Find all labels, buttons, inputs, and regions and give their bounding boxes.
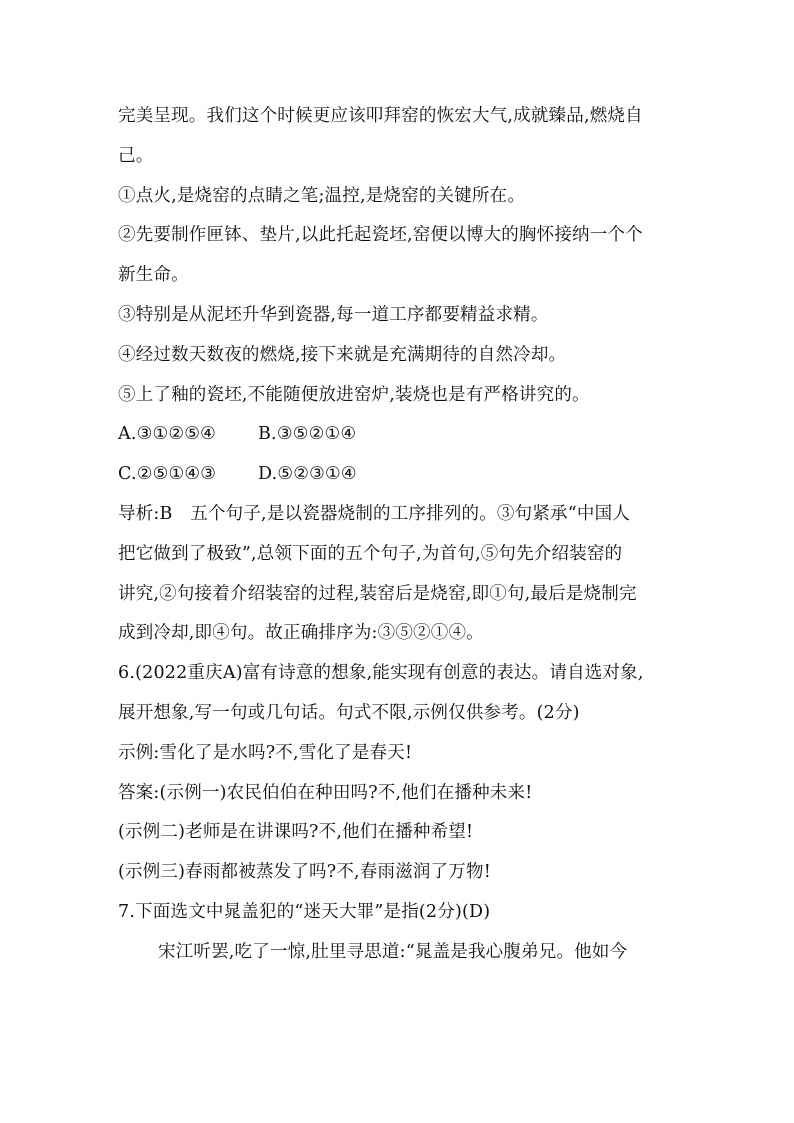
sentence-3: ③特别是从泥坯升华到瓷器,每一道工序都要精益求精。 (118, 304, 549, 325)
text-line: 完美呈现。我们这个时候更应该叩拜窑的恢宏大气,成就臻品,燃烧自 (118, 106, 643, 126)
analysis-line: 把它做到了极致”,总领下面的五个句子,为首句,⑤句先介绍装窑的 (118, 543, 623, 564)
question-6-title: 6.(2022重庆A)富有诗意的想象,能实现有创意的表达。请自选对象, (118, 663, 644, 684)
choice-a: A.③①②⑤④ (118, 424, 217, 445)
choice-b: B.③⑤②①④ (258, 424, 357, 445)
sentence-5: ⑤上了釉的瓷坯,不能随便放进窑炉,装烧也是有严格讲究的。 (118, 384, 590, 405)
choice-c: C.②⑤①④③ (118, 464, 217, 485)
question-7-title: 7.下面选文中晁盖犯的“迷天大罪”是指(2分)(D) (118, 901, 491, 922)
sentence-1: ①点火,是烧窑的点睛之笔;温控,是烧窑的关键所在。 (118, 185, 526, 206)
document-body (118, 97, 683, 973)
analysis-line: 导析:B 五个句子,是以瓷器烧制的工序排列的。③句紧承“中国人 (118, 503, 630, 524)
choices-row-2 (118, 455, 683, 495)
question-6-answer-1: 答案:(示例一)农民伯伯在种田吗?不,他们在播种未来! (118, 782, 533, 803)
analysis-line: 讲究,②句接着介绍装窑的过程,装窑后是烧窑,即①句,最后是烧制完 (118, 583, 637, 604)
question-6-example: 示例:雪化了是水吗?不,雪化了是春天! (118, 742, 413, 763)
choice-d: D.⑤②③①④ (258, 464, 357, 485)
question-6-title-continued: 展开想象,写一句或几句话。句式不限,示例仅供参考。(2分) (118, 702, 580, 723)
sentence-4: ④经过数天数夜的燃烧,接下来就是充满期待的自然冷却。 (118, 344, 567, 365)
analysis-line: 成到冷却,即④句。故正确排序为:③⑤②①④。 (118, 623, 484, 644)
sentence-2: ②先要制作匣钵、垫片,以此托起瓷坯,窑便以博大的胸怀接纳一个个 (118, 225, 643, 246)
question-7-passage: 宋江听罢,吃了一惊,肚里寻思道:“晁盖是我心腹弟兄。他如今 (158, 941, 628, 962)
sentence-2-continued: 新生命。 (118, 265, 189, 286)
text-line: 己。 (118, 145, 154, 166)
choices-row-1 (118, 415, 683, 455)
question-6-answer-3: (示例三)春雨都被蒸发了吗?不,春雨滋润了万物! (118, 862, 491, 883)
question-6-answer-2: (示例二)老师是在讲课吗?不,他们在播种希望! (118, 822, 474, 843)
